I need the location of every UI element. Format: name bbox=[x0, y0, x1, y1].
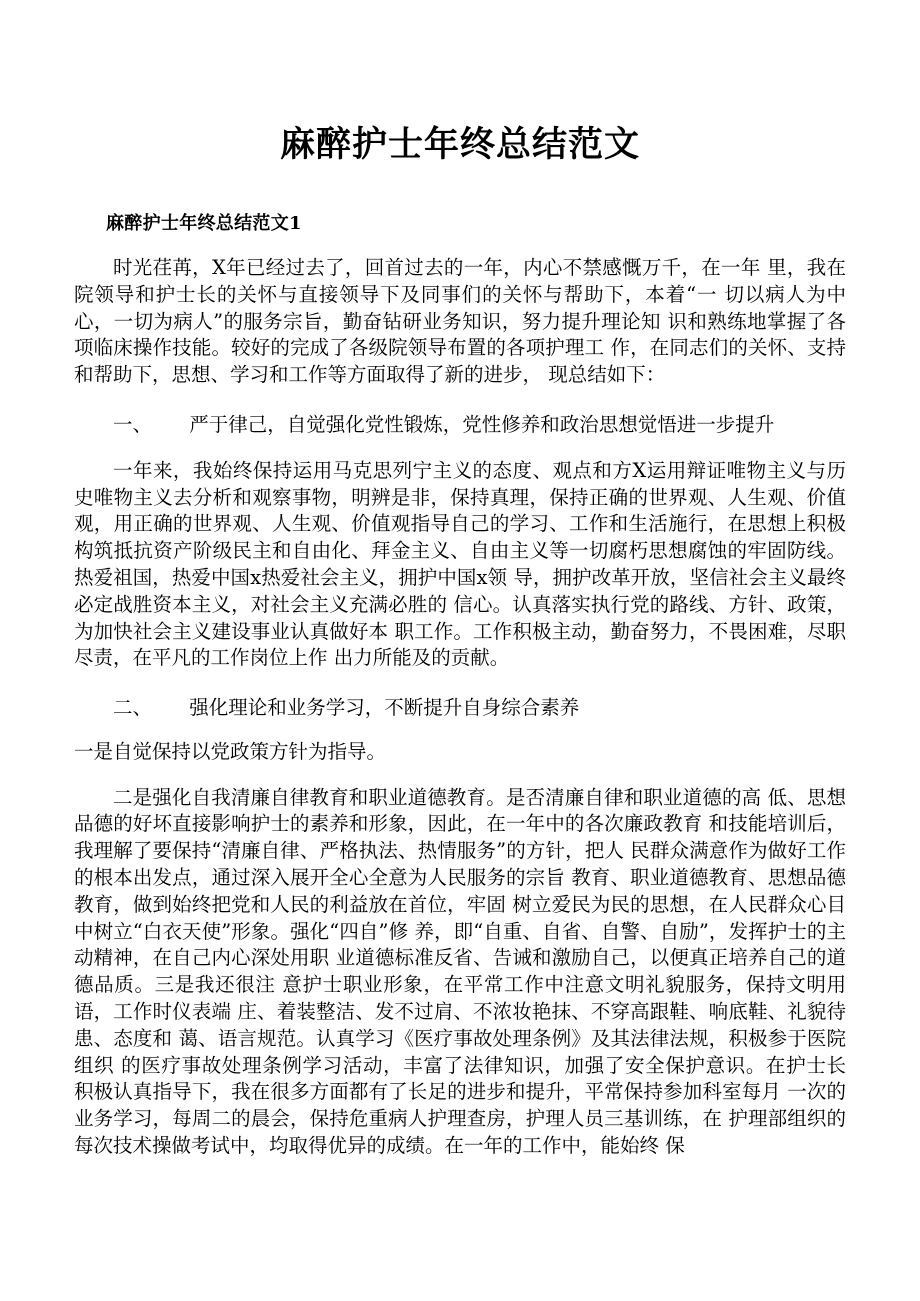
paragraph-section-one-body: 一年来，我始终保持运用马克思列宁主义的态度、观点和方X运用辩证唯物主义与历史唯物主义去分析和观察事物，明辨是非，保持真理，保持正确的世界观、人生观、价值观，用正确的世界观、人生观、价值观指导自己的学习、工作和生活施行，在思想上积极构筑抵抗资产阶级民主和自由化、拜金主义、自由主义等一切腐朽思想腐蚀的牢固防线。热爱祖国，热爱中国x热爱社会主义，拥护中国x领 导，拥护改革开放，坚信社会主义最终必定战胜资本主义，对社会主义充满必胜的 信心。认真落实执行党的路线、方针、政策，为加快社会主义建设事业认真做好本 职工作。工作积极主动，勤奋努力，不畏困难，尽职尽责，在平凡的工作岗位上作 出力所能及的贡献。 bbox=[74, 458, 846, 670]
section-heading-one: 一、 严于律己，自觉强化党性锻炼，党性修养和政治思想觉悟进一步提升 bbox=[113, 412, 775, 436]
section-heading-two: 二、 强化理论和业务学习，不断提升自身综合素养 bbox=[113, 696, 580, 720]
paragraph-section-two-point-one: 一是自觉保持以党政策方针为指导。 bbox=[74, 739, 387, 763]
paragraph-section-two-point-two: 二是强化自我清廉自律教育和职业道德教育。是否清廉自律和职业道德的高 低、思想品德的好坏直接影响护士的素养和形象，因此，在一年中的各次廉政教育 和技能培训后，我理解了要保持“清廉自律、严格执法、热情服务”的方针，把人 民群众满意作为做好工作的根本出发点，通过深入展开全心全意为人民服务的宗旨 教育、职业道德教育、思想品德教育，做到始终把党和人民的利益放在首位，牢固 树立爱民为民的思想，在人民群众心目中树立“白衣天使”形象。强化“四自”修 养，即“自重、自省、自警、自励”，发挥护士的主动精神，在自己内心深处用职 业道德标准反省、告诫和激励自己，以便真正培养自己的道德品质。三是我还很注 意护士职业形象，在平常工作中注意文明礼貌服务，保持文明用语，工作时仪表端 庄、着装整洁、发不过肩、不浓妆艳抹、不穿高跟鞋、响底鞋、礼貌待患、态度和 蔼、语言规范。认真学习《医疗事故处理条例》及其法律法规，积极参于医院组织 的医疗事故处理条例学习活动，丰富了法律知识，加强了安全保护意识。在护士长 积极认真指导下，我在很多方面都有了长足的进步和提升，平常保持参加科室每月 一次的业务学习，每周二的晨会，保持危重病人护理查房，护理人员三基训练，在 护理部组织的每次技术操做考试中，均取得优异的成绩。在一年的工作中，能始终 保 bbox=[74, 785, 846, 1158]
document-content bbox=[74, 0, 846, 1160]
paragraph-intro: 时光荏苒，X年已经过去了，回首过去的一年，内心不禁感慨万千，在一年 里，我在院领导和护士长的关怀与直接领导下及同事们的关怀与帮助下，本着“一 切以病人为中心，一切为病人”的服务宗旨，勤奋钻研业务知识，努力提升理论知 识和熟练地掌握了各项临床操作技能。较好的完成了各级院领导布置的各项护理工 作，在同志们的关怀、支持和帮助下，思想、学习和工作等方面取得了新的进步， 现总结如下： bbox=[74, 255, 846, 387]
page-title: 麻醉护士年终总结范文 bbox=[279, 124, 640, 165]
document-subtitle: 麻醉护士年终总结范文1 bbox=[106, 212, 302, 234]
